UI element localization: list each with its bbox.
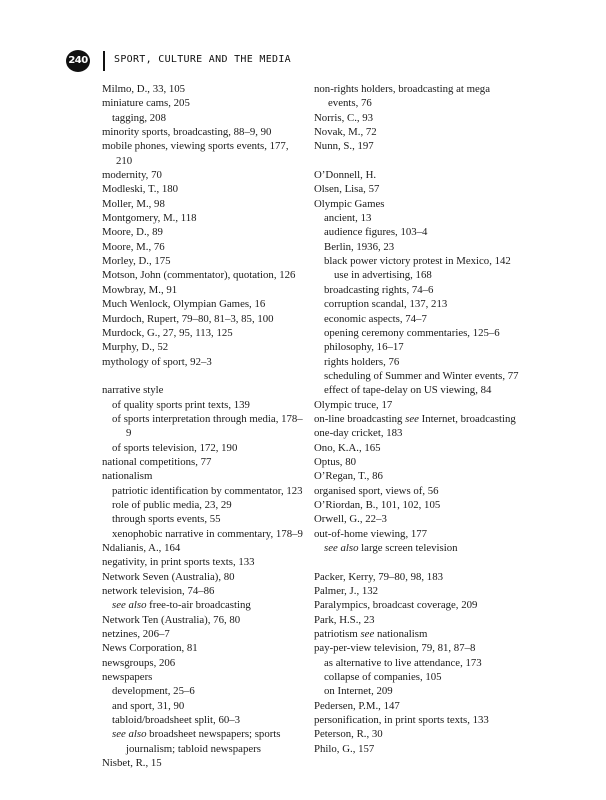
cross-reference: see also — [324, 542, 359, 554]
index-entry: O’Riordan, B., 101, 102, 105 — [314, 498, 441, 511]
index-subentry: tagging, 208 — [112, 111, 166, 124]
index-subentry: philosophy, 16–17 — [324, 341, 404, 354]
index-subentry: of quality sports print texts, 139 — [112, 398, 250, 411]
index-entry: Orwell, G., 22–3 — [314, 513, 387, 526]
index-subentry: through sports events, 55 — [112, 513, 221, 526]
index-entry: Park, H.S., 23 — [314, 613, 375, 626]
index-subentry: and sport, 31, 90 — [112, 699, 185, 712]
section-gap — [102, 369, 307, 383]
index-subentry: development, 25–6 — [112, 685, 195, 698]
index-entry: on-line broadcasting see Internet, broadcasting — [314, 412, 516, 425]
index-subentry: on Internet, 209 — [324, 685, 393, 698]
index-subentry: role of public media, 23, 29 — [112, 498, 232, 511]
index-subentry: broadcasting rights, 74–6 — [324, 283, 434, 296]
cross-reference: see also — [112, 728, 147, 741]
running-header — [66, 50, 566, 72]
index-entry: Nisbet, R., 15 — [102, 757, 162, 770]
index-entry: newspapers — [102, 671, 153, 684]
index-entry: personification, in print sports texts, 133 — [314, 714, 489, 727]
index-entry: Olsen, Lisa, 57 — [314, 183, 380, 196]
index-entry: negativity, in print sports texts, 133 — [102, 556, 255, 569]
index-entry: netzines, 206–7 — [102, 628, 170, 641]
index-subentry: rights holders, 76 — [324, 355, 400, 368]
index-entry: Novak, M., 72 — [314, 126, 377, 139]
index-entry: Milmo, D., 33, 105 — [102, 83, 186, 95]
index-entry: Morley, D., 175 — [102, 255, 171, 268]
index-entry: out-of-home viewing, 177 — [314, 527, 428, 540]
index-subentry: use in advertising, 168 — [334, 269, 432, 282]
index-entry: Murdoch, Rupert, 79–80, 81–3, 85, 100 — [102, 312, 274, 325]
index-entry: patriotism see nationalism — [314, 628, 428, 641]
index-entry: Much Wenlock, Olympian Games, 16 — [102, 298, 266, 311]
index-entry: national competitions, 77 — [102, 455, 212, 468]
index-entry: Montgomery, M., 118 — [102, 212, 197, 225]
index-subentry: audience figures, 103–4 — [324, 226, 428, 239]
index-entry: Olympic truce, 17 — [314, 398, 393, 411]
index-entry: miniature cams, 205 — [102, 97, 190, 110]
section-gap — [314, 154, 519, 168]
index-entry: non-rights holders, broadcasting at mega events, 76 — [314, 83, 491, 110]
index-subentry: see also free-to-air broadcasting — [112, 599, 251, 612]
index-subentry: of sports television, 172, 190 — [112, 441, 238, 454]
index-entry: Ndalianis, A., 164 — [102, 542, 181, 554]
index-subentry: see also broadsheet newspapers; sports journalism; tabloid newspapers — [112, 728, 281, 755]
index-column-left — [102, 82, 307, 771]
index-entry: Network Ten (Australia), 76, 80 — [102, 613, 241, 626]
index-entry: O’Regan, T., 86 — [314, 470, 383, 483]
index-entry: Moore, D., 89 — [102, 226, 163, 239]
cross-reference: see — [405, 412, 419, 425]
index-subentry: xenophobic narrative in commentary, 178–9 — [112, 527, 303, 540]
index-entry: Murdock, G., 27, 95, 113, 125 — [102, 326, 233, 339]
index-subentry: scheduling of Summer and Winter events, 77 — [324, 369, 519, 382]
index-subentry: corruption scandal, 137, 213 — [324, 298, 448, 311]
index-subentry: economic aspects, 74–7 — [324, 312, 427, 325]
page-number: 240 — [66, 50, 90, 72]
index-subentry: see also large screen television — [324, 542, 458, 554]
index-subentry: collapse of companies, 105 — [324, 671, 442, 684]
index-entry: Palmer, J., 132 — [314, 585, 379, 598]
index-subentry: ancient, 13 — [324, 212, 372, 225]
index-entry: News Corporation, 81 — [102, 642, 198, 655]
index-subentry: black power victory protest in Mexico, 142 — [324, 255, 511, 268]
index-subentry: effect of tape-delay on US viewing, 84 — [324, 384, 492, 397]
index-entry: Ono, K.A., 165 — [314, 441, 381, 454]
index-entry: Mowbray, M., 91 — [102, 283, 178, 296]
index-entry: pay-per-view television, 79, 81, 87–8 — [314, 642, 476, 655]
index-entry: Moore, M., 76 — [102, 240, 165, 253]
index-column-right — [314, 82, 519, 756]
index-subentry: opening ceremony commentaries, 125–6 — [324, 326, 500, 339]
index-entry: narrative style — [102, 384, 164, 397]
index-entry: Philo, G., 157 — [314, 742, 375, 755]
index-entry: Modleski, T., 180 — [102, 183, 179, 196]
index-entry: modernity, 70 — [102, 169, 162, 182]
index-entry: Network Seven (Australia), 80 — [102, 570, 235, 583]
index-entry: Norris, C., 93 — [314, 111, 374, 124]
index-entry: Moller, M., 98 — [102, 197, 165, 210]
index-entry: Motson, John (commentator), quotation, 126 — [102, 269, 296, 282]
index-entry: network television, 74–86 — [102, 585, 215, 598]
index-entry: minority sports, broadcasting, 88–9, 90 — [102, 126, 272, 139]
index-entry: organised sport, views of, 56 — [314, 484, 439, 497]
index-entry: Peterson, R., 30 — [314, 728, 383, 741]
section-gap — [314, 555, 519, 569]
index-entry: Pedersen, P.M., 147 — [314, 699, 400, 712]
index-entry: one-day cricket, 183 — [314, 427, 403, 440]
index-entry: mythology of sport, 92–3 — [102, 355, 212, 368]
index-entry: Olympic Games — [314, 197, 385, 210]
index-entry: O’Donnell, H. — [314, 169, 377, 182]
index-entry: Murphy, D., 52 — [102, 341, 169, 354]
index-entry: Nunn, S., 197 — [314, 140, 374, 153]
index-entry: mobile phones, viewing sports events, 177, 210 — [102, 140, 289, 167]
index-subentry: tabloid/broadsheet split, 60–3 — [112, 714, 241, 727]
index-subentry: Berlin, 1936, 23 — [324, 240, 395, 253]
index-entry: nationalism — [102, 470, 153, 483]
cross-reference: see also — [112, 599, 147, 612]
index-entry: newsgroups, 206 — [102, 656, 176, 669]
index-entry: Packer, Kerry, 79–80, 98, 183 — [314, 570, 443, 583]
index-entry: Paralympics, broadcast coverage, 209 — [314, 599, 478, 612]
cross-reference: see — [360, 628, 375, 641]
index-entry: Optus, 80 — [314, 455, 356, 468]
running-title: SPORT, CULTURE AND THE MEDIA — [114, 54, 291, 65]
header-divider — [103, 51, 105, 71]
index-subentry: patriotic identification by commentator, 123 — [112, 484, 303, 497]
index-subentry: of sports interpretation through media, 178–9 — [112, 412, 303, 440]
index-subentry: as alternative to live attendance, 173 — [324, 656, 482, 669]
